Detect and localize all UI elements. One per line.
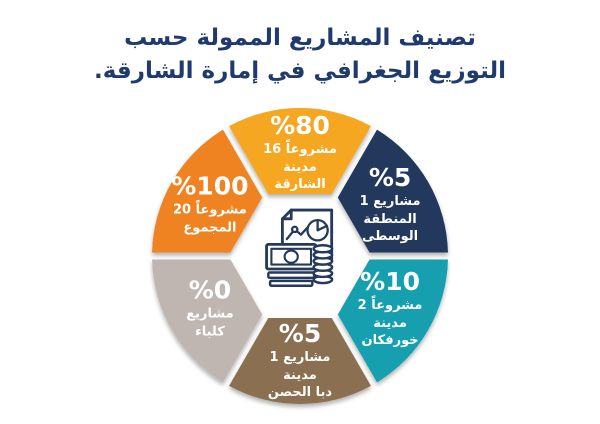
- segment-percent: %5: [368, 163, 412, 192]
- segment-name-line: المنطقة: [363, 212, 417, 227]
- segment-percent: %0: [188, 275, 232, 305]
- segment-projects: 2 مشروعاً: [357, 298, 423, 313]
- segment-projects: مشاريع: [186, 306, 234, 322]
- banknote-icon: [267, 244, 316, 285]
- segment-percent: %5: [278, 319, 322, 348]
- segment-projects: 16 مشروعاً: [263, 142, 337, 157]
- segment-name-line: مدينة: [373, 316, 407, 331]
- segment-name-line: الشارقة: [274, 177, 326, 192]
- segment-percent: %10: [360, 267, 420, 296]
- segment-percent: %100: [171, 171, 249, 201]
- segment-projects: 1 مشاريع: [269, 350, 331, 365]
- pie-chart-icon: [307, 220, 327, 240]
- page-title-line2: التوزيع الجغرافي في إمارة الشارقة.: [93, 58, 506, 84]
- segment-name-line: المجموع: [183, 220, 237, 236]
- segment-name-line: مدينة: [283, 368, 317, 383]
- coin-stack-icon: [314, 245, 332, 283]
- segment-name-line: دبا الحصن: [267, 385, 333, 400]
- segment-name-line: الوسطى: [362, 229, 419, 244]
- segment-name-line: خورفكان: [361, 333, 419, 348]
- segment-name-line: كلباء: [195, 324, 225, 340]
- segment-projects: 20 مشروعاً: [173, 202, 247, 218]
- segment-name-line: مدينة: [283, 160, 317, 175]
- financial-report-icon: [256, 202, 344, 292]
- page-title-line1: تصنيف المشاريع الممولة حسب: [124, 25, 476, 51]
- segment-percent: %80: [270, 111, 330, 140]
- segment-projects: 1 مشاريع: [359, 194, 421, 209]
